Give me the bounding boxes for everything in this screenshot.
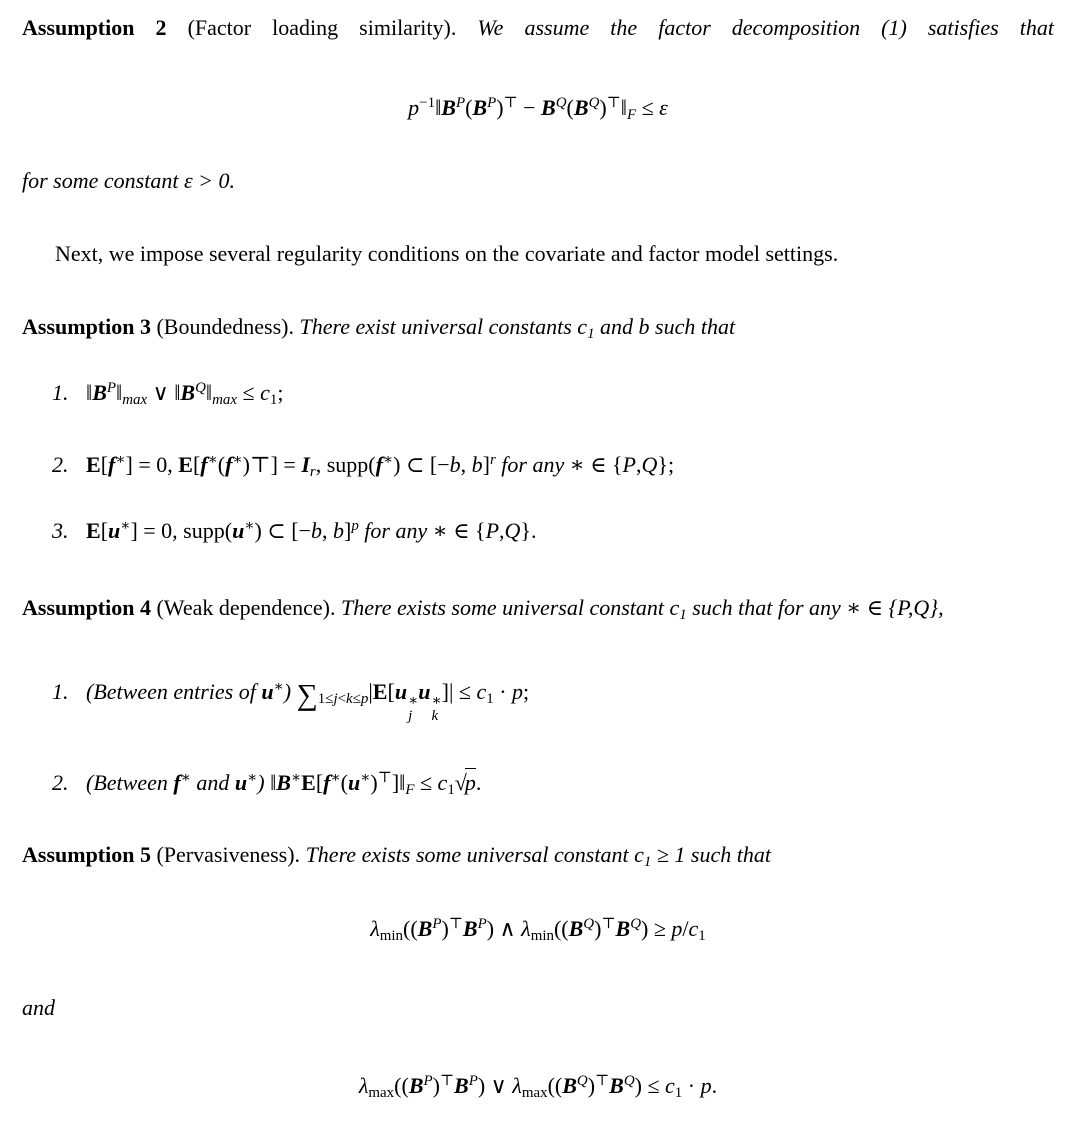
assumption2-heading [22,14,1054,42]
item-math: E[u∗] = 0, supp(u∗) ⊂ [−b, b]$^p$ for any ∗ ∈ {P,Q}. [86,517,537,543]
item-number: 2. [52,769,69,795]
assumption5-label: Assumption 5 [22,842,151,868]
item-math: E[f∗] = 0, E[f∗(f∗)⊤] = $I_r$, supp(f∗) ⊂ [−b, b]$^r$ for any ∗ ∈ {P,Q}; [86,452,675,481]
assumption5-qualifier: (Pervasiveness). [150,842,306,868]
assumption5-equation-min: $\lambda_{min}((B^P)^⊤B^P)$ ∧ $\lambda_{min}((B^Q)^⊤B^Q) \ge p/c_1$ [370,915,706,944]
assumption3-body: There exist universal constants $c_1$ and b such that [299,314,736,343]
assumption2-qualifier: (Factor loading similarity). [166,15,478,40]
assumption3-item-1 [52,379,1054,407]
item-math: $‖B^P‖_{max}$ ∨ $‖B^Q‖_{max} \le c_1$; [86,379,284,408]
assumption5-heading [22,841,1054,869]
assumption3-heading [22,313,1054,341]
assumption4-item-1 [52,678,1054,725]
assumption4-body: There exists some universal constant $c_1$ such that for any ∗ ∈ {P,Q}, [341,595,944,624]
assumption3-item-3 [52,517,1054,545]
item-number: 3. [52,517,69,543]
assumption3-qualifier: (Boundedness). [150,314,300,339]
assumption2-body: We assume the factor decomposition (1) satisfies that [477,15,1054,40]
and-connector: and [22,995,55,1021]
assumption5-equation-max: $\lambda_{max}((B^P)^⊤B^P)$ ∨ $\lambda_{max}((B^Q)^⊤B^Q) \le c_1 \cdot p$. [358,1072,718,1101]
assumption3-item-2 [52,451,1054,479]
assumption4-item-2 [52,769,1054,797]
item-math: (Between entries of u∗) $\sum_{1\le j<k\le p}|E[u$ ∗ j u ∗ k ]| ≤ $c_1 \cdot p$; [86,678,530,725]
regularity-intro-paragraph: Next, we impose several regularity conditions on the covariate and factor model settings. [55,240,839,266]
assumption3-label: Assumption 3 [22,314,151,339]
assumption2-label: Assumption 2 [22,15,167,40]
item-math: (Between f∗ and u∗) $‖B^∗E[f^∗(u^∗)^⊤]‖_F \le c_1√p$. [86,769,482,798]
item-number: 1. [52,379,69,405]
assumption2-equation: $p^{-1}‖B^P(B^P)^⊤$ − $B^Q(B^Q)^⊤‖_F \le \varepsilon$ [408,94,668,123]
assumption2-after-text: for some constant ε > 0. [22,168,235,193]
assumption4-qualifier: (Weak dependence). [150,595,341,620]
item-number: 1. [52,678,69,704]
assumption4-heading [22,594,1054,622]
item-number: 2. [52,452,69,477]
assumption4-label: Assumption 4 [22,595,151,620]
assumption5-body: There exists some universal constant $c_1 \ge 1$ such that [305,842,771,871]
